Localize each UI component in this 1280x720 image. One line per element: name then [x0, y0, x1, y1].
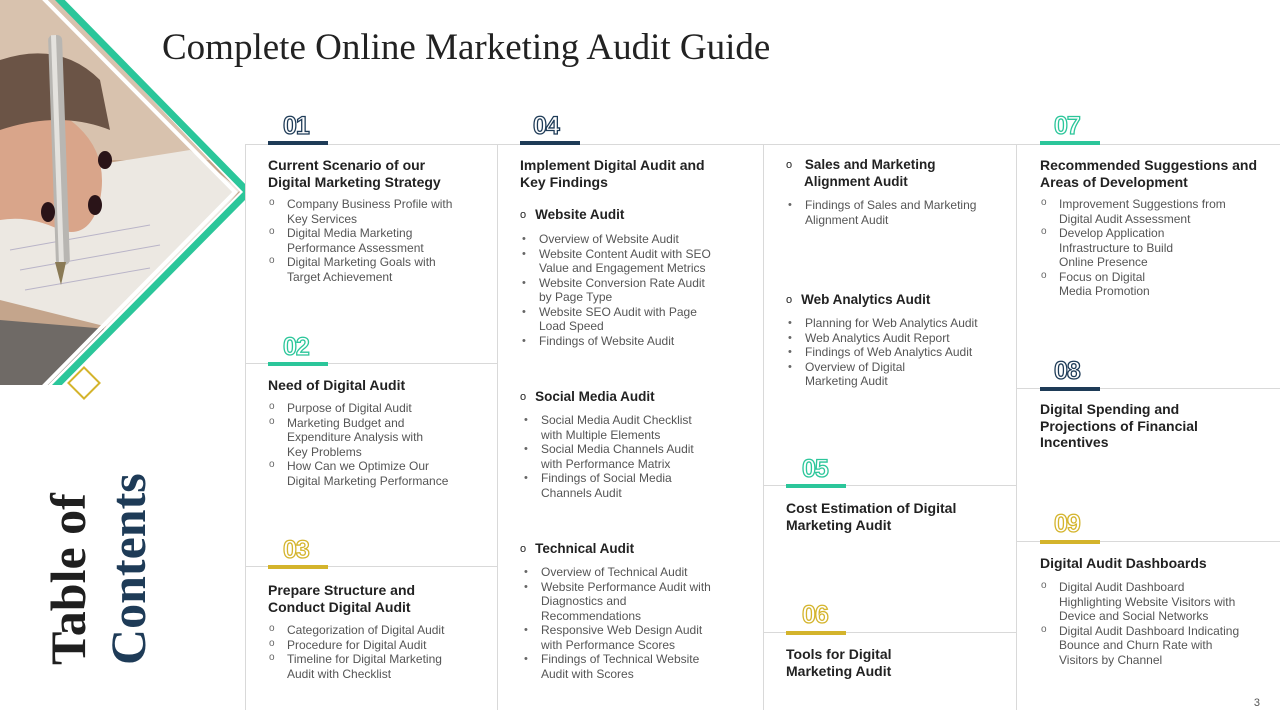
list-item: • Responsive Web Design Audit with Performance Scores [522, 623, 722, 652]
section-list [268, 197, 468, 284]
section-list [1040, 197, 1240, 299]
section-number: 02 [283, 333, 309, 361]
side-title-line1: Table of [40, 493, 96, 665]
list-item: • Findings of Social Media Channels Audit [522, 471, 712, 500]
section-heading: Current Scenario of our Digital Marketing Strategy [268, 157, 441, 190]
subsection-title: o Web Analytics Audit [786, 292, 930, 309]
list-item: • Social Media Audit Checklist with Multiple Elements [522, 413, 712, 442]
side-title [38, 473, 158, 665]
subsection-title: o Website Audit [520, 207, 624, 224]
list-item: • Website Performance Audit with Diagnostics and Recommendations [522, 580, 722, 624]
section-heading: Digital Audit Dashboards [1040, 555, 1207, 571]
section-heading: Recommended Suggestions and Areas of Development [1040, 157, 1258, 190]
section-bar [786, 484, 846, 488]
list-item: o Digital Media Marketing Performance Assessment [268, 226, 468, 255]
side-title-line2: Contents [100, 473, 156, 665]
section-heading: Tools for Digital Marketing Audit [786, 646, 892, 679]
section-heading: Implement Digital Audit and Key Findings [520, 157, 705, 190]
subsection-title: o Technical Audit [520, 541, 634, 558]
divider [245, 144, 246, 710]
section-list [268, 623, 463, 681]
list-item: • Website Conversion Rate Audit by Page Type [520, 276, 720, 305]
list-item: • Overview of Technical Audit [522, 565, 722, 580]
section-list [522, 413, 712, 500]
list-item: o Company Business Profile with Key Services [268, 197, 468, 226]
section-heading: Prepare Structure and Conduct Digital Audit [268, 582, 416, 615]
section-number: 05 [802, 455, 828, 483]
subsection-title: o Social Media Audit [520, 389, 655, 406]
list-item: • Overview of Digital Marketing Audit [786, 360, 986, 389]
list-item: • Web Analytics Audit Report [786, 331, 986, 346]
section-heading: Need of Digital Audit [268, 377, 406, 393]
list-item: • Findings of Web Analytics Audit [786, 345, 986, 360]
section-bar [1040, 540, 1100, 544]
list-item: o Procedure for Digital Audit [268, 638, 463, 653]
section-list [522, 565, 722, 681]
section-number: 06 [802, 601, 828, 629]
list-item: o Timeline for Digital Marketing Audit with Checklist [268, 652, 463, 681]
section-bar [1040, 387, 1100, 391]
list-item: o Focus on Digital Media Promotion [1040, 270, 1240, 299]
section-bar [268, 565, 328, 569]
list-item: • Planning for Web Analytics Audit [786, 316, 986, 331]
section-number: 09 [1054, 510, 1080, 538]
section-number: 01 [283, 112, 309, 140]
page-number: 3 [1253, 697, 1260, 709]
list-item: o Categorization of Digital Audit [268, 623, 463, 638]
page-title: Complete Online Marketing Audit Guide [162, 27, 771, 68]
section-list [786, 316, 986, 389]
list-item: • Findings of Website Audit [520, 334, 720, 349]
section-list [268, 401, 463, 488]
list-item: • Social Media Channels Audit with Performance Matrix [522, 442, 712, 471]
list-item: o Marketing Budget and Expenditure Analysis with Key Problems [268, 416, 463, 460]
subsection-title-text: Sales and Marketing Alignment Audit [804, 157, 936, 189]
section-number: 08 [1054, 357, 1080, 385]
list-item: o Digital Marketing Goals with Target Achievement [268, 255, 468, 284]
list-item: • Website SEO Audit with Page Load Speed [520, 305, 720, 334]
section-list [1040, 580, 1240, 667]
divider [497, 144, 498, 710]
list-item: • Findings of Sales and Marketing Alignment Audit [786, 198, 986, 227]
list-item: o Develop Application Infrastructure to Build Online Presence [1040, 226, 1240, 270]
section-bar [1040, 141, 1100, 145]
list-item: o Digital Audit Dashboard Indicating Bounce and Churn Rate with Visitors by Channel [1040, 624, 1240, 668]
list-item: o Improvement Suggestions from Digital Audit Assessment [1040, 197, 1240, 226]
section-bar [268, 362, 328, 366]
section-list [786, 198, 986, 227]
list-item: • Website Content Audit with SEO Value and Engagement Metrics [520, 247, 720, 276]
section-number: 04 [533, 112, 559, 140]
section-number: 03 [283, 536, 309, 564]
divider [1016, 144, 1017, 710]
section-heading: Digital Spending and Projections of Financial Incentives [1040, 401, 1198, 450]
divider [763, 144, 764, 710]
section-bar [520, 141, 580, 145]
list-item: o How Can we Optimize Our Digital Marketing Performance [268, 459, 463, 488]
section-heading: Cost Estimation of Digital Marketing Audit [786, 500, 957, 533]
section-bar [786, 631, 846, 635]
list-item: o Purpose of Digital Audit [268, 401, 463, 416]
list-item: • Findings of Technical Website Audit with Scores [522, 652, 722, 681]
section-bar [268, 141, 328, 145]
list-item: o Digital Audit Dashboard Highlighting Website Visitors with Device and Social Networks [1040, 580, 1240, 624]
list-item: • Overview of Website Audit [520, 232, 720, 247]
section-number: 07 [1054, 112, 1080, 140]
subsection-title [786, 157, 1004, 190]
section-list [520, 232, 720, 348]
